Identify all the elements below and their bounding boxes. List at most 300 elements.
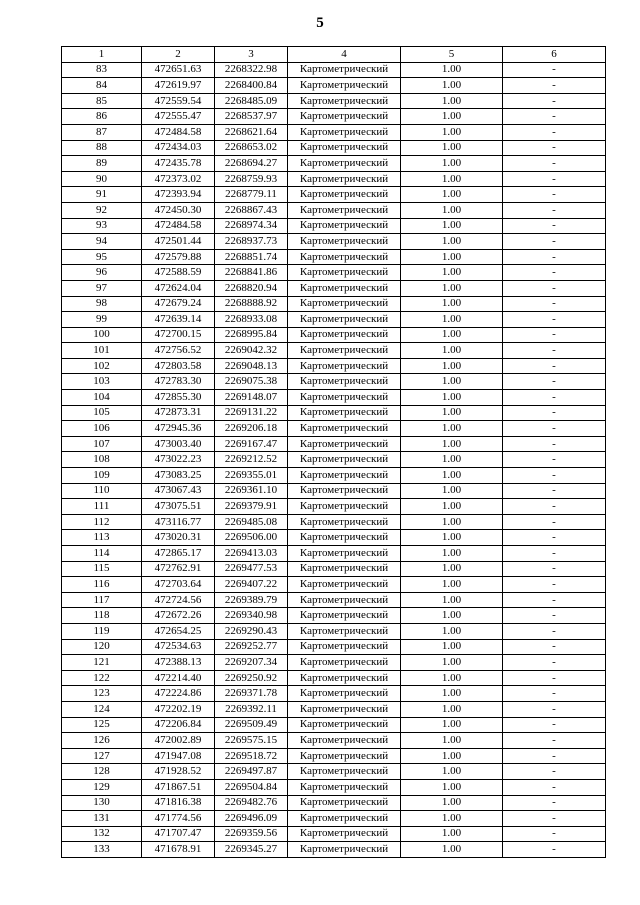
point-number-cell: 119 xyxy=(62,623,142,639)
method-cell: Картометрический xyxy=(288,795,401,811)
description-cell: - xyxy=(503,78,606,94)
description-cell: - xyxy=(503,499,606,515)
point-number-cell: 117 xyxy=(62,592,142,608)
y-coordinate-cell: 2268779.11 xyxy=(215,187,288,203)
y-coordinate-cell: 2268867.43 xyxy=(215,202,288,218)
point-number-cell: 100 xyxy=(62,327,142,343)
y-coordinate-cell: 2269250.92 xyxy=(215,670,288,686)
y-coordinate-cell: 2269048.13 xyxy=(215,358,288,374)
y-coordinate-cell: 2269504.84 xyxy=(215,779,288,795)
accuracy-cell: 1.00 xyxy=(401,717,503,733)
y-coordinate-cell: 2269148.07 xyxy=(215,390,288,406)
point-number-cell: 107 xyxy=(62,436,142,452)
description-cell: - xyxy=(503,109,606,125)
description-cell: - xyxy=(503,249,606,265)
description-cell: - xyxy=(503,811,606,827)
point-number-cell: 112 xyxy=(62,514,142,530)
table-row xyxy=(62,530,606,546)
accuracy-cell: 1.00 xyxy=(401,374,503,390)
table-row xyxy=(62,312,606,328)
x-coordinate-cell: 472873.31 xyxy=(142,405,215,421)
y-coordinate-cell: 2269290.43 xyxy=(215,623,288,639)
y-coordinate-cell: 2269340.98 xyxy=(215,608,288,624)
point-number-cell: 106 xyxy=(62,421,142,437)
point-number-cell: 122 xyxy=(62,670,142,686)
point-number-cell: 124 xyxy=(62,701,142,717)
x-coordinate-cell: 473067.43 xyxy=(142,483,215,499)
x-coordinate-cell: 472534.63 xyxy=(142,639,215,655)
point-number-cell: 105 xyxy=(62,405,142,421)
description-cell: - xyxy=(503,93,606,109)
y-coordinate-cell: 2269518.72 xyxy=(215,748,288,764)
y-coordinate-cell: 2268537.97 xyxy=(215,109,288,125)
description-cell: - xyxy=(503,623,606,639)
table-row xyxy=(62,156,606,172)
accuracy-cell: 1.00 xyxy=(401,686,503,702)
table-row xyxy=(62,623,606,639)
table-row xyxy=(62,514,606,530)
y-coordinate-cell: 2269345.27 xyxy=(215,842,288,858)
method-cell: Картометрический xyxy=(288,109,401,125)
method-cell: Картометрический xyxy=(288,140,401,156)
description-cell: - xyxy=(503,218,606,234)
x-coordinate-cell: 472654.25 xyxy=(142,623,215,639)
accuracy-cell: 1.00 xyxy=(401,62,503,78)
accuracy-cell: 1.00 xyxy=(401,546,503,562)
x-coordinate-cell: 471816.38 xyxy=(142,795,215,811)
description-cell: - xyxy=(503,842,606,858)
description-cell: - xyxy=(503,546,606,562)
point-number-cell: 108 xyxy=(62,452,142,468)
description-cell: - xyxy=(503,561,606,577)
y-coordinate-cell: 2269497.87 xyxy=(215,764,288,780)
accuracy-cell: 1.00 xyxy=(401,811,503,827)
table-row xyxy=(62,811,606,827)
method-cell: Картометрический xyxy=(288,748,401,764)
point-number-cell: 111 xyxy=(62,499,142,515)
x-coordinate-cell: 472756.52 xyxy=(142,343,215,359)
table-row xyxy=(62,842,606,858)
x-coordinate-cell: 471867.51 xyxy=(142,779,215,795)
description-cell: - xyxy=(503,156,606,172)
table-row xyxy=(62,234,606,250)
accuracy-cell: 1.00 xyxy=(401,312,503,328)
method-cell: Картометрический xyxy=(288,811,401,827)
table-row xyxy=(62,296,606,312)
method-cell: Картометрический xyxy=(288,733,401,749)
method-cell: Картометрический xyxy=(288,78,401,94)
description-cell: - xyxy=(503,280,606,296)
accuracy-cell: 1.00 xyxy=(401,701,503,717)
point-number-cell: 87 xyxy=(62,124,142,140)
x-coordinate-cell: 472724.56 xyxy=(142,592,215,608)
x-coordinate-cell: 472214.40 xyxy=(142,670,215,686)
x-coordinate-cell: 472206.84 xyxy=(142,717,215,733)
accuracy-cell: 1.00 xyxy=(401,93,503,109)
description-cell: - xyxy=(503,608,606,624)
method-cell: Картометрический xyxy=(288,826,401,842)
method-cell: Картометрический xyxy=(288,670,401,686)
y-coordinate-cell: 2268841.86 xyxy=(215,265,288,281)
point-number-cell: 120 xyxy=(62,639,142,655)
x-coordinate-cell: 472703.64 xyxy=(142,577,215,593)
method-cell: Картометрический xyxy=(288,156,401,172)
point-number-cell: 130 xyxy=(62,795,142,811)
accuracy-cell: 1.00 xyxy=(401,655,503,671)
y-coordinate-cell: 2269477.53 xyxy=(215,561,288,577)
x-coordinate-cell: 472679.24 xyxy=(142,296,215,312)
x-coordinate-cell: 472579.88 xyxy=(142,249,215,265)
accuracy-cell: 1.00 xyxy=(401,733,503,749)
accuracy-cell: 1.00 xyxy=(401,842,503,858)
table-row xyxy=(62,343,606,359)
method-cell: Картометрический xyxy=(288,592,401,608)
accuracy-cell: 1.00 xyxy=(401,826,503,842)
accuracy-cell: 1.00 xyxy=(401,421,503,437)
x-coordinate-cell: 473020.31 xyxy=(142,530,215,546)
table-row xyxy=(62,187,606,203)
point-number-cell: 101 xyxy=(62,343,142,359)
accuracy-cell: 1.00 xyxy=(401,405,503,421)
method-cell: Картометрический xyxy=(288,327,401,343)
table-row xyxy=(62,171,606,187)
accuracy-cell: 1.00 xyxy=(401,483,503,499)
method-cell: Картометрический xyxy=(288,499,401,515)
column-header-4: 4 xyxy=(288,47,401,63)
method-cell: Картометрический xyxy=(288,374,401,390)
x-coordinate-cell: 472945.36 xyxy=(142,421,215,437)
y-coordinate-cell: 2268851.74 xyxy=(215,249,288,265)
table-row xyxy=(62,655,606,671)
accuracy-cell: 1.00 xyxy=(401,639,503,655)
method-cell: Картометрический xyxy=(288,405,401,421)
point-number-cell: 98 xyxy=(62,296,142,312)
y-coordinate-cell: 2269371.78 xyxy=(215,686,288,702)
method-cell: Картометрический xyxy=(288,249,401,265)
description-cell: - xyxy=(503,639,606,655)
description-cell: - xyxy=(503,140,606,156)
table-row xyxy=(62,78,606,94)
accuracy-cell: 1.00 xyxy=(401,343,503,359)
y-coordinate-cell: 2269389.79 xyxy=(215,592,288,608)
y-coordinate-cell: 2268759.93 xyxy=(215,171,288,187)
method-cell: Картометрический xyxy=(288,764,401,780)
table-row xyxy=(62,218,606,234)
table-row xyxy=(62,452,606,468)
x-coordinate-cell: 471707.47 xyxy=(142,826,215,842)
y-coordinate-cell: 2268322.98 xyxy=(215,62,288,78)
y-coordinate-cell: 2269575.15 xyxy=(215,733,288,749)
table-row xyxy=(62,779,606,795)
point-number-cell: 84 xyxy=(62,78,142,94)
method-cell: Картометрический xyxy=(288,483,401,499)
table-row xyxy=(62,686,606,702)
description-cell: - xyxy=(503,343,606,359)
table-row xyxy=(62,421,606,437)
table-row xyxy=(62,701,606,717)
point-number-cell: 110 xyxy=(62,483,142,499)
method-cell: Картометрический xyxy=(288,62,401,78)
description-cell: - xyxy=(503,374,606,390)
description-cell: - xyxy=(503,405,606,421)
x-coordinate-cell: 472373.02 xyxy=(142,171,215,187)
accuracy-cell: 1.00 xyxy=(401,390,503,406)
method-cell: Картометрический xyxy=(288,312,401,328)
x-coordinate-cell: 473022.23 xyxy=(142,452,215,468)
header-row xyxy=(62,47,606,63)
point-number-cell: 96 xyxy=(62,265,142,281)
point-number-cell: 95 xyxy=(62,249,142,265)
accuracy-cell: 1.00 xyxy=(401,140,503,156)
point-number-cell: 127 xyxy=(62,748,142,764)
point-number-cell: 123 xyxy=(62,686,142,702)
method-cell: Картометрический xyxy=(288,93,401,109)
accuracy-cell: 1.00 xyxy=(401,764,503,780)
description-cell: - xyxy=(503,795,606,811)
table-row xyxy=(62,436,606,452)
method-cell: Картометрический xyxy=(288,124,401,140)
description-cell: - xyxy=(503,468,606,484)
accuracy-cell: 1.00 xyxy=(401,779,503,795)
column-header-6: 6 xyxy=(503,47,606,63)
x-coordinate-cell: 472651.63 xyxy=(142,62,215,78)
method-cell: Картометрический xyxy=(288,452,401,468)
accuracy-cell: 1.00 xyxy=(401,623,503,639)
table-row xyxy=(62,202,606,218)
y-coordinate-cell: 2269212.52 xyxy=(215,452,288,468)
accuracy-cell: 1.00 xyxy=(401,468,503,484)
coordinates-table xyxy=(61,46,606,858)
table-row xyxy=(62,717,606,733)
method-cell: Картометрический xyxy=(288,577,401,593)
description-cell: - xyxy=(503,124,606,140)
x-coordinate-cell: 471928.52 xyxy=(142,764,215,780)
y-coordinate-cell: 2269206.18 xyxy=(215,421,288,437)
description-cell: - xyxy=(503,530,606,546)
point-number-cell: 85 xyxy=(62,93,142,109)
method-cell: Картометрический xyxy=(288,202,401,218)
y-coordinate-cell: 2268820.94 xyxy=(215,280,288,296)
accuracy-cell: 1.00 xyxy=(401,530,503,546)
method-cell: Картометрический xyxy=(288,280,401,296)
y-coordinate-cell: 2269361.10 xyxy=(215,483,288,499)
x-coordinate-cell: 472624.04 xyxy=(142,280,215,296)
accuracy-cell: 1.00 xyxy=(401,358,503,374)
description-cell: - xyxy=(503,390,606,406)
x-coordinate-cell: 472619.97 xyxy=(142,78,215,94)
method-cell: Картометрический xyxy=(288,421,401,437)
description-cell: - xyxy=(503,312,606,328)
accuracy-cell: 1.00 xyxy=(401,124,503,140)
method-cell: Картометрический xyxy=(288,218,401,234)
table-row xyxy=(62,561,606,577)
column-header-2: 2 xyxy=(142,47,215,63)
y-coordinate-cell: 2268937.73 xyxy=(215,234,288,250)
y-coordinate-cell: 2269413.03 xyxy=(215,546,288,562)
method-cell: Картометрический xyxy=(288,436,401,452)
description-cell: - xyxy=(503,171,606,187)
point-number-cell: 114 xyxy=(62,546,142,562)
accuracy-cell: 1.00 xyxy=(401,218,503,234)
accuracy-cell: 1.00 xyxy=(401,748,503,764)
x-coordinate-cell: 471774.56 xyxy=(142,811,215,827)
method-cell: Картометрический xyxy=(288,717,401,733)
x-coordinate-cell: 472224.86 xyxy=(142,686,215,702)
y-coordinate-cell: 2269509.49 xyxy=(215,717,288,733)
point-number-cell: 91 xyxy=(62,187,142,203)
x-coordinate-cell: 472202.19 xyxy=(142,701,215,717)
table-row xyxy=(62,546,606,562)
point-number-cell: 104 xyxy=(62,390,142,406)
table-row xyxy=(62,764,606,780)
point-number-cell: 131 xyxy=(62,811,142,827)
y-coordinate-cell: 2269167.47 xyxy=(215,436,288,452)
point-number-cell: 129 xyxy=(62,779,142,795)
description-cell: - xyxy=(503,421,606,437)
method-cell: Картометрический xyxy=(288,546,401,562)
column-header-1: 1 xyxy=(62,47,142,63)
y-coordinate-cell: 2269485.08 xyxy=(215,514,288,530)
y-coordinate-cell: 2268621.64 xyxy=(215,124,288,140)
table-body xyxy=(62,62,606,857)
accuracy-cell: 1.00 xyxy=(401,670,503,686)
y-coordinate-cell: 2269252.77 xyxy=(215,639,288,655)
point-number-cell: 97 xyxy=(62,280,142,296)
y-coordinate-cell: 2269359.56 xyxy=(215,826,288,842)
x-coordinate-cell: 472501.44 xyxy=(142,234,215,250)
point-number-cell: 102 xyxy=(62,358,142,374)
x-coordinate-cell: 472588.59 xyxy=(142,265,215,281)
y-coordinate-cell: 2269131.22 xyxy=(215,405,288,421)
accuracy-cell: 1.00 xyxy=(401,514,503,530)
accuracy-cell: 1.00 xyxy=(401,577,503,593)
column-header-5: 5 xyxy=(401,47,503,63)
table-row xyxy=(62,327,606,343)
description-cell: - xyxy=(503,764,606,780)
y-coordinate-cell: 2269042.32 xyxy=(215,343,288,359)
description-cell: - xyxy=(503,733,606,749)
y-coordinate-cell: 2269506.00 xyxy=(215,530,288,546)
point-number-cell: 125 xyxy=(62,717,142,733)
x-coordinate-cell: 473075.51 xyxy=(142,499,215,515)
point-number-cell: 118 xyxy=(62,608,142,624)
x-coordinate-cell: 473116.77 xyxy=(142,514,215,530)
y-coordinate-cell: 2269355.01 xyxy=(215,468,288,484)
x-coordinate-cell: 472803.58 xyxy=(142,358,215,374)
method-cell: Картометрический xyxy=(288,608,401,624)
method-cell: Картометрический xyxy=(288,561,401,577)
table-row xyxy=(62,577,606,593)
table-header xyxy=(62,47,606,63)
method-cell: Картометрический xyxy=(288,842,401,858)
description-cell: - xyxy=(503,717,606,733)
x-coordinate-cell: 472435.78 xyxy=(142,156,215,172)
method-cell: Картометрический xyxy=(288,265,401,281)
description-cell: - xyxy=(503,436,606,452)
y-coordinate-cell: 2268974.34 xyxy=(215,218,288,234)
description-cell: - xyxy=(503,779,606,795)
y-coordinate-cell: 2268933.08 xyxy=(215,312,288,328)
table-row xyxy=(62,748,606,764)
description-cell: - xyxy=(503,62,606,78)
column-header-3: 3 xyxy=(215,47,288,63)
point-number-cell: 86 xyxy=(62,109,142,125)
table-row xyxy=(62,826,606,842)
table-row xyxy=(62,499,606,515)
x-coordinate-cell: 471947.08 xyxy=(142,748,215,764)
x-coordinate-cell: 472783.30 xyxy=(142,374,215,390)
accuracy-cell: 1.00 xyxy=(401,327,503,343)
point-number-cell: 109 xyxy=(62,468,142,484)
description-cell: - xyxy=(503,202,606,218)
method-cell: Картометрический xyxy=(288,779,401,795)
description-cell: - xyxy=(503,327,606,343)
x-coordinate-cell: 472865.17 xyxy=(142,546,215,562)
description-cell: - xyxy=(503,452,606,468)
x-coordinate-cell: 473003.40 xyxy=(142,436,215,452)
table-row xyxy=(62,358,606,374)
description-cell: - xyxy=(503,577,606,593)
method-cell: Картометрический xyxy=(288,686,401,702)
accuracy-cell: 1.00 xyxy=(401,608,503,624)
point-number-cell: 94 xyxy=(62,234,142,250)
point-number-cell: 92 xyxy=(62,202,142,218)
y-coordinate-cell: 2268400.84 xyxy=(215,78,288,94)
table-row xyxy=(62,265,606,281)
point-number-cell: 83 xyxy=(62,62,142,78)
x-coordinate-cell: 472450.30 xyxy=(142,202,215,218)
table-row xyxy=(62,608,606,624)
accuracy-cell: 1.00 xyxy=(401,234,503,250)
table-row xyxy=(62,140,606,156)
x-coordinate-cell: 472388.13 xyxy=(142,655,215,671)
description-cell: - xyxy=(503,592,606,608)
point-number-cell: 115 xyxy=(62,561,142,577)
description-cell: - xyxy=(503,701,606,717)
accuracy-cell: 1.00 xyxy=(401,78,503,94)
table-row xyxy=(62,249,606,265)
page-number: 5 xyxy=(316,15,324,31)
table-row xyxy=(62,483,606,499)
method-cell: Картометрический xyxy=(288,187,401,203)
method-cell: Картометрический xyxy=(288,390,401,406)
table-row xyxy=(62,280,606,296)
accuracy-cell: 1.00 xyxy=(401,187,503,203)
description-cell: - xyxy=(503,187,606,203)
method-cell: Картометрический xyxy=(288,171,401,187)
y-coordinate-cell: 2269482.76 xyxy=(215,795,288,811)
method-cell: Картометрический xyxy=(288,530,401,546)
description-cell: - xyxy=(503,358,606,374)
description-cell: - xyxy=(503,483,606,499)
y-coordinate-cell: 2269379.91 xyxy=(215,499,288,515)
y-coordinate-cell: 2268888.92 xyxy=(215,296,288,312)
method-cell: Картометрический xyxy=(288,468,401,484)
method-cell: Картометрический xyxy=(288,343,401,359)
x-coordinate-cell: 472002.89 xyxy=(142,733,215,749)
y-coordinate-cell: 2268694.27 xyxy=(215,156,288,172)
x-coordinate-cell: 472393.94 xyxy=(142,187,215,203)
point-number-cell: 116 xyxy=(62,577,142,593)
table-row xyxy=(62,374,606,390)
table-row xyxy=(62,639,606,655)
x-coordinate-cell: 471678.91 xyxy=(142,842,215,858)
accuracy-cell: 1.00 xyxy=(401,280,503,296)
x-coordinate-cell: 472700.15 xyxy=(142,327,215,343)
accuracy-cell: 1.00 xyxy=(401,436,503,452)
description-cell: - xyxy=(503,296,606,312)
method-cell: Картометрический xyxy=(288,623,401,639)
